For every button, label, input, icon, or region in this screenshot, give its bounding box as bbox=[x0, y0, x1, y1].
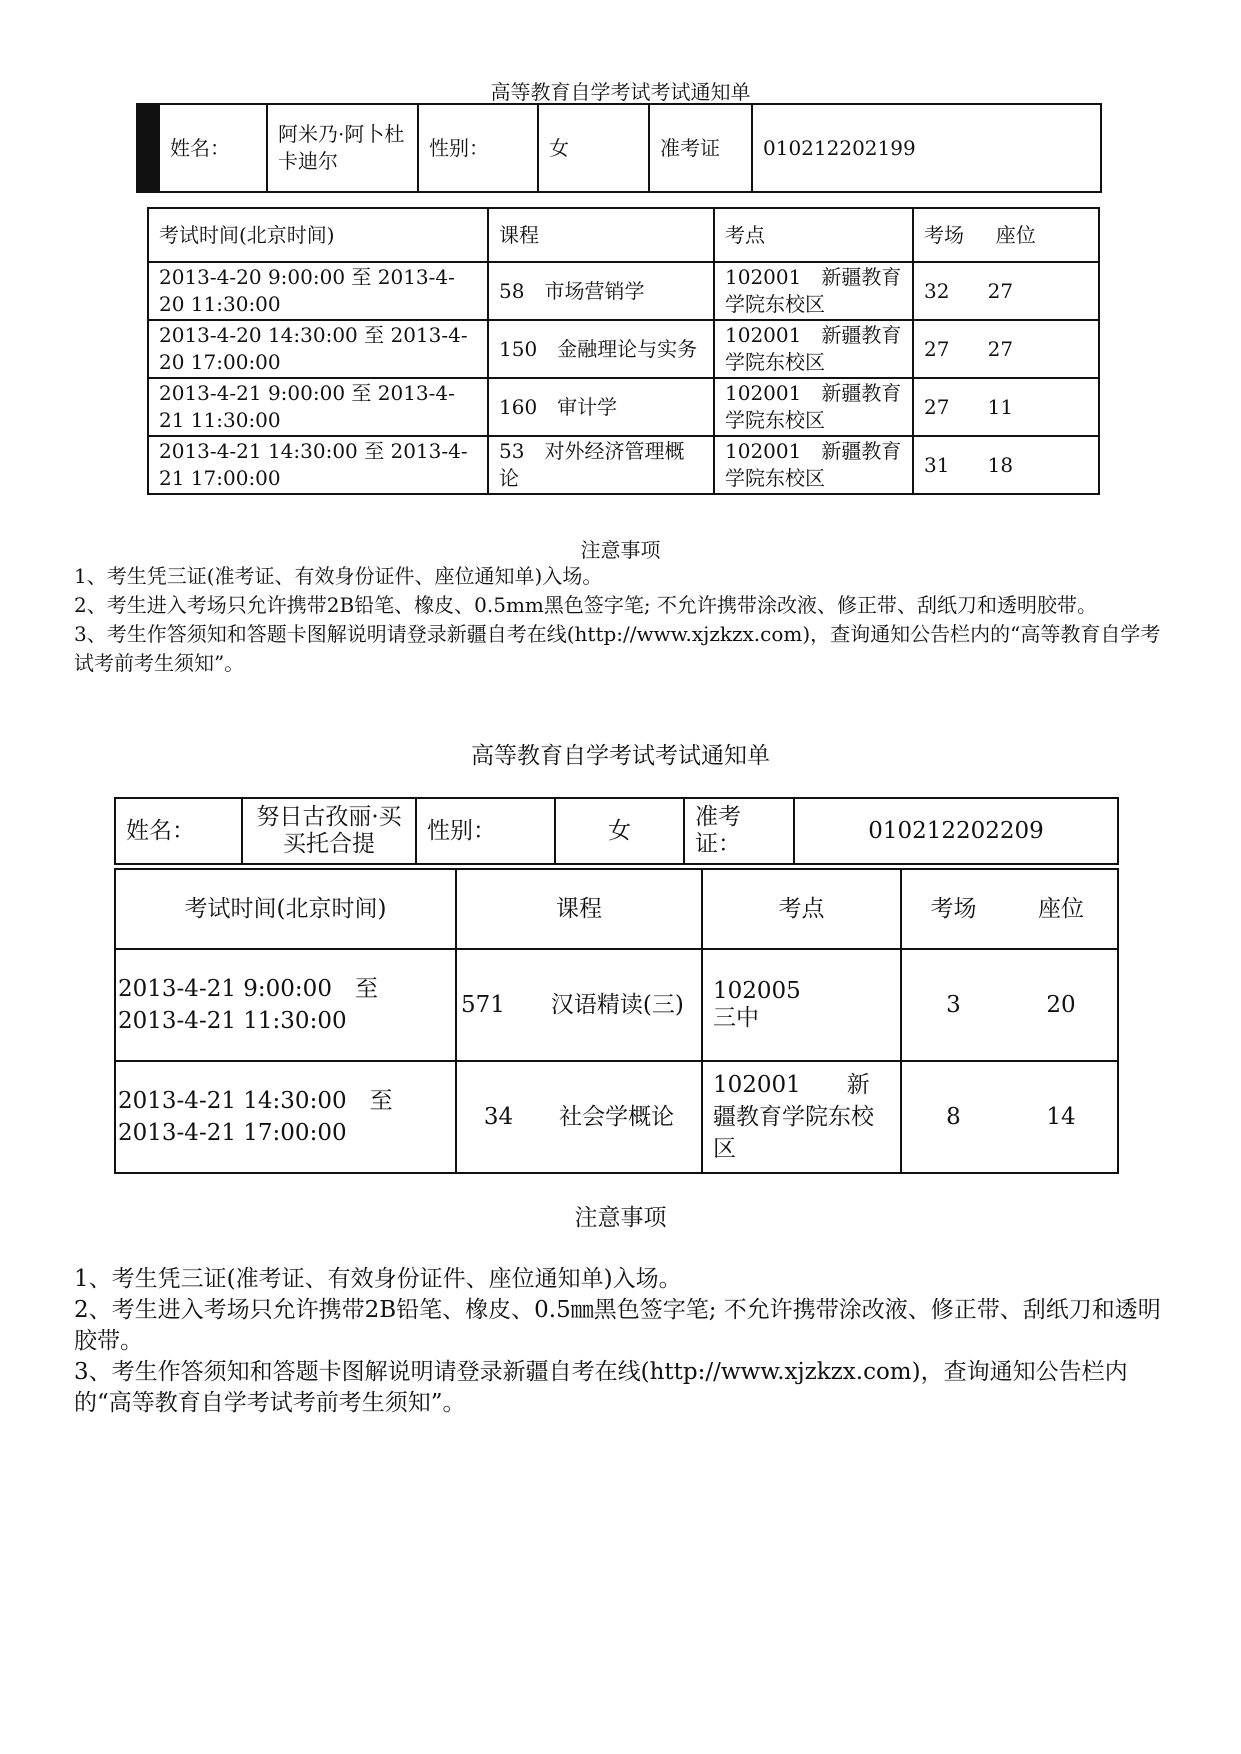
exam-time: 2013-4-21 9:00:00 至 2013-4-21 11:30:00 bbox=[148, 378, 488, 436]
notice2-id-value: 010212202209 bbox=[794, 798, 1118, 864]
notice1-info-table bbox=[136, 103, 1102, 193]
note-item: 1、考生凭三证(准考证、有效身份证件、座位通知单)入场。 bbox=[74, 1266, 682, 1292]
note-item: 1、考生凭三证(准考证、有效身份证件、座位通知单)入场。 bbox=[74, 564, 603, 588]
notice1-header-time: 考试时间(北京时间) bbox=[148, 208, 488, 262]
table-row bbox=[115, 1061, 1118, 1173]
notice2-header-room: 考场 bbox=[901, 869, 1005, 949]
exam-course: 571 汉语精读(三) bbox=[456, 949, 702, 1061]
notice2-name-value: 努日古孜丽·买买托合提 bbox=[242, 798, 416, 864]
notice1-gender-label: 性别： bbox=[418, 104, 538, 192]
notice1-name-value: 阿米乃·阿卜杜卡迪尔 bbox=[267, 104, 418, 192]
table-row bbox=[148, 262, 1099, 320]
exam-site: 102001 新疆教育学院东校区 bbox=[714, 262, 913, 320]
exam-seat: 20 bbox=[1005, 949, 1118, 1061]
notice1-notes-title: 注意事项 bbox=[580, 538, 661, 562]
exam-time: 2013-4-21 14:30:00 至 2013-4-21 17:00:00 bbox=[148, 436, 488, 494]
notice1-exam-table bbox=[147, 207, 1100, 495]
exam-room: 32 bbox=[924, 278, 950, 303]
notice2-notes bbox=[74, 1264, 1174, 1419]
notice1-id-label: 准考证 bbox=[649, 104, 752, 192]
exam-site: 102001 新疆教育学院东校区 bbox=[714, 436, 913, 494]
exam-room-seat bbox=[913, 320, 1099, 378]
exam-room: 8 bbox=[901, 1061, 1005, 1173]
notice1-header-room-seat bbox=[913, 208, 1099, 262]
notice2-notes-title: 注意事项 bbox=[574, 1205, 667, 1231]
exam-room-seat bbox=[913, 436, 1099, 494]
exam-room: 31 bbox=[924, 452, 950, 477]
exam-room-seat bbox=[913, 262, 1099, 320]
exam-site: 102001 新疆教育学院东校区 bbox=[714, 320, 913, 378]
notice2-id-label: 准考证： bbox=[684, 798, 794, 864]
exam-course: 34 社会学概论 bbox=[456, 1061, 702, 1173]
notice2-header-site: 考点 bbox=[702, 869, 901, 949]
notice2-exam-table bbox=[114, 868, 1119, 1174]
exam-seat: 18 bbox=[987, 452, 1014, 477]
notice2-gender-value: 女 bbox=[555, 798, 684, 864]
notice1-header-site: 考点 bbox=[714, 208, 913, 262]
exam-time: 2013-4-20 9:00:00 至 2013-4-20 11:30:00 bbox=[148, 262, 488, 320]
notice2-name-label: 姓名： bbox=[115, 798, 242, 864]
exam-seat: 11 bbox=[987, 394, 1014, 419]
exam-course: 53 对外经济管理概论 bbox=[488, 436, 714, 494]
exam-seat: 27 bbox=[987, 336, 1014, 361]
notice1-id-value: 010212202199 bbox=[752, 104, 1101, 192]
notice1-title: 高等教育自学考试考试通知单 bbox=[490, 80, 751, 104]
notice2-header-course: 课程 bbox=[456, 869, 702, 949]
notice2-info-table bbox=[114, 797, 1119, 865]
table-row bbox=[148, 320, 1099, 378]
exam-room: 27 bbox=[924, 394, 950, 419]
exam-site: 102005 三中 bbox=[702, 949, 901, 1061]
notice1-side-bar bbox=[137, 104, 159, 192]
notice1-notes bbox=[74, 562, 1174, 678]
note-item: 2、考生进入考场只允许携带2B铅笔、橡皮、0.5㎜黑色签字笔; 不允许携带涂改液、修正带、刮纸刀和透明胶带。 bbox=[74, 1297, 1161, 1354]
exam-course: 150 金融理论与实务 bbox=[488, 320, 714, 378]
notice1-header-course: 课程 bbox=[488, 208, 714, 262]
table-row bbox=[115, 949, 1118, 1061]
notice1-gender-value: 女 bbox=[538, 104, 649, 192]
exam-course: 58 市场营销学 bbox=[488, 262, 714, 320]
exam-room-seat bbox=[913, 378, 1099, 436]
notice2-header-time: 考试时间(北京时间) bbox=[115, 869, 456, 949]
note-item: 3、考生作答须知和答题卡图解说明请登录新疆自考在线(http://www.xjzkzx.com)，查询通知公告栏内的“高等教育自学考试考前考生须知”。 bbox=[74, 1359, 1128, 1416]
note-item: 2、考生进入考场只允许携带2B铅笔、橡皮、0.5mm黑色签字笔; 不允许携带涂改液、修正带、刮纸刀和透明胶带。 bbox=[74, 593, 1097, 617]
exam-site: 102001 新疆教育学院东校区 bbox=[714, 378, 913, 436]
exam-room: 27 bbox=[924, 336, 950, 361]
exam-room: 3 bbox=[901, 949, 1005, 1061]
exam-time: 2013-4-21 9:00:00 至 2013-4-21 11:30:00 bbox=[115, 949, 456, 1061]
notice1-header-seat: 座位 bbox=[995, 222, 1036, 247]
notice2-header-seat: 座位 bbox=[1005, 869, 1118, 949]
table-row bbox=[148, 436, 1099, 494]
exam-seat: 27 bbox=[987, 278, 1014, 303]
exam-time: 2013-4-20 14:30:00 至 2013-4-20 17:00:00 bbox=[148, 320, 488, 378]
note-item: 3、考生作答须知和答题卡图解说明请登录新疆自考在线(http://www.xjzkzx.com)，查询通知公告栏内的“高等教育自学考试考前考生须知”。 bbox=[74, 622, 1161, 675]
exam-course: 160 审计学 bbox=[488, 378, 714, 436]
notice1-name-label: 姓名： bbox=[159, 104, 267, 192]
exam-site: 102001 新疆教育学院东校区 bbox=[702, 1061, 901, 1173]
table-row bbox=[148, 378, 1099, 436]
exam-seat: 14 bbox=[1005, 1061, 1118, 1173]
notice2-title: 高等教育自学考试考试通知单 bbox=[471, 743, 770, 769]
notice2-gender-label: 性别： bbox=[416, 798, 555, 864]
notice1-header-room: 考场 bbox=[924, 222, 964, 247]
exam-time: 2013-4-21 14:30:00 至 2013-4-21 17:00:00 bbox=[115, 1061, 456, 1173]
